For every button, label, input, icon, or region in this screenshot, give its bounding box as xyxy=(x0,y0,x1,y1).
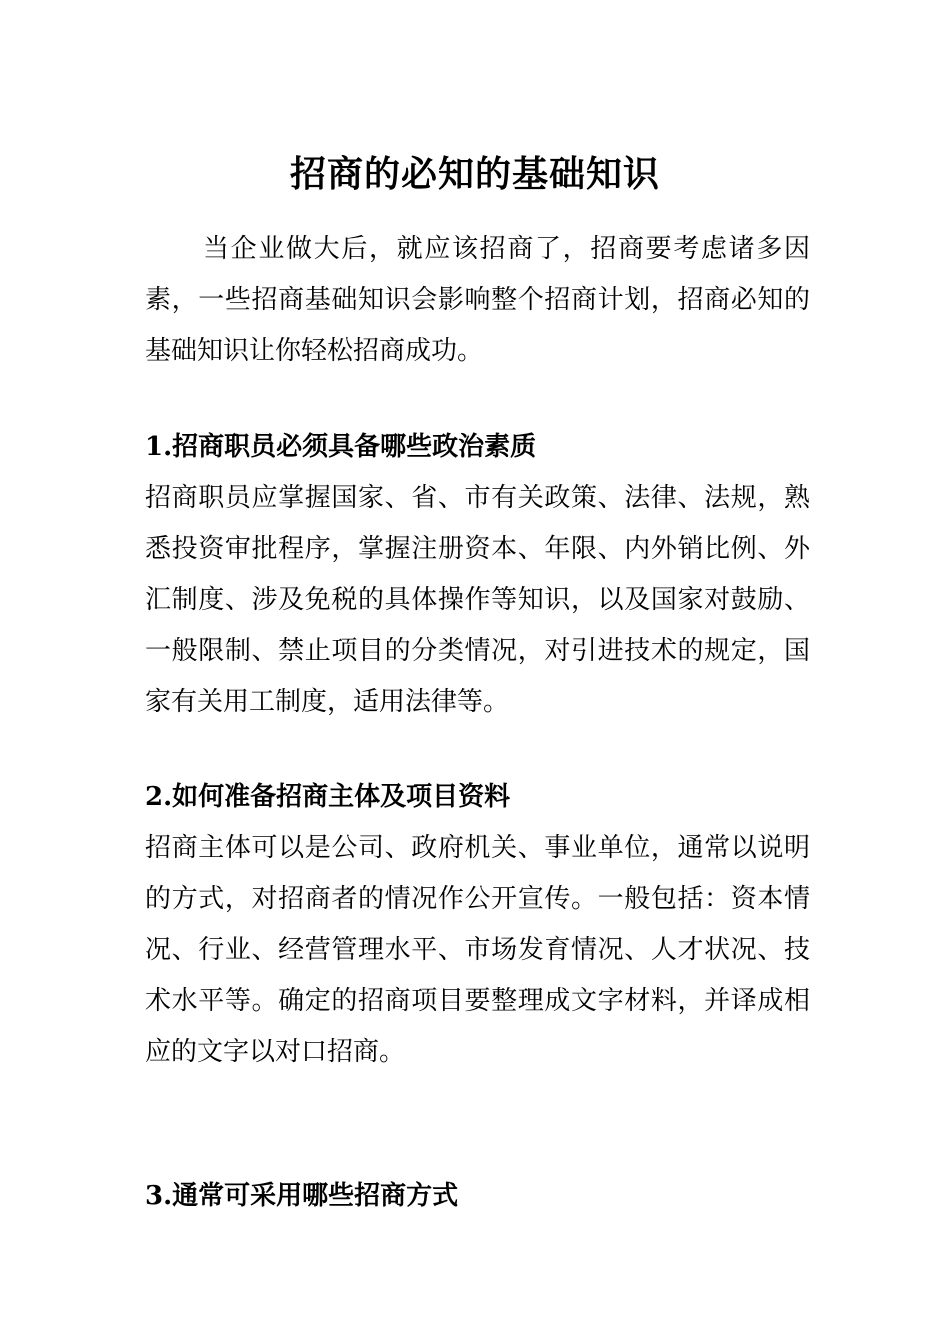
document-title: 招商的必知的基础知识 xyxy=(289,153,660,196)
section-2-body: 招商主体可以是公司、政府机关、事业单位，通常以说明的方式，对招商者的情况作公开宣传。一般包括：资本情况、行业、经营管理水平、市场发育情况、人才状况、技术水平等。确定的招商项目要整理成文字材料，并译成相应的文字以对口招商。 xyxy=(145,833,810,1067)
section-3-heading: 3.通常可采用哪些招商方式 xyxy=(145,1181,459,1211)
section-1-body: 招商职员应掌握国家、省、市有关政策、法律、法规，熟悉投资审批程序，掌握注册资本、年限、内外销比例、外汇制度、涉及免税的具体操作等知识，以及国家对鼓励、一般限制、禁止项目的分类情况，对引进技术的规定，国家有关用工制度，适用法律等。 xyxy=(145,483,810,717)
section-2-heading: 2.如何准备招商主体及项目资料 xyxy=(145,782,511,812)
section-1-heading: 1.招商职员必须具备哪些政治素质 xyxy=(145,432,537,462)
intro-paragraph: 当企业做大后，就应该招商了，招商要考虑诸多因素，一些招商基础知识会影响整个招商计划，招商必知的基础知识让你轻松招商成功。 xyxy=(145,234,810,366)
